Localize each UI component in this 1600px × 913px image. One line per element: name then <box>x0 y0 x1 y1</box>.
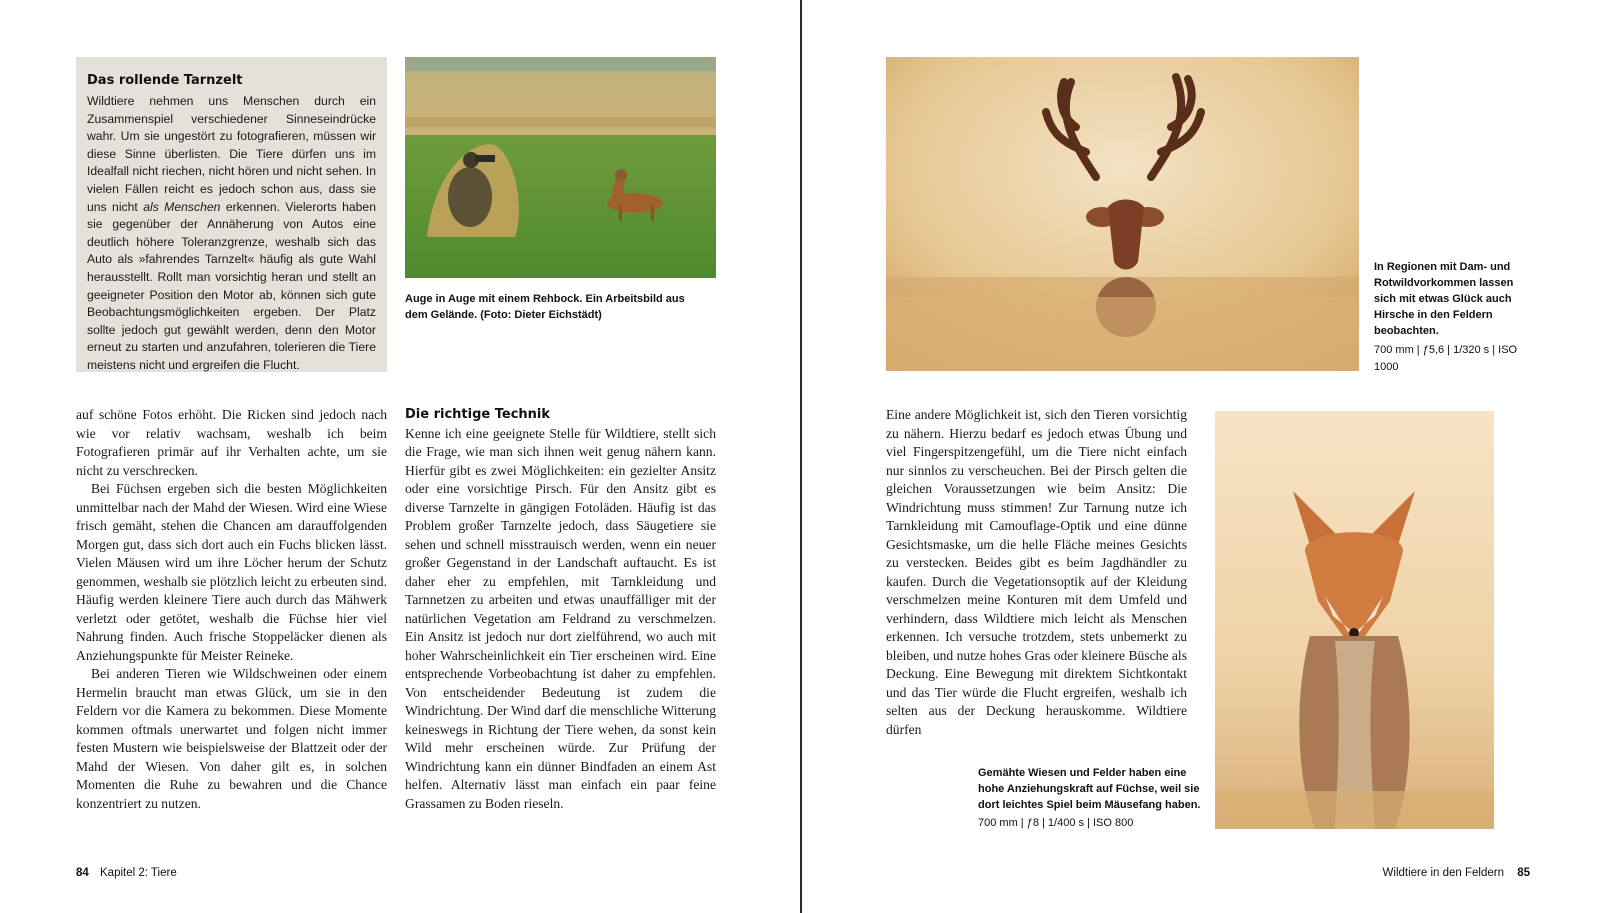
right-footer <box>1300 867 1530 879</box>
chapter-title: Kapitel 2: Tiere <box>100 867 177 879</box>
deer-photo-caption: In Regionen mit Dam- und Rotwildvorkommen lassen sich mit etwas Glück auch Hirsche in den Feldern beobachten. <box>1374 261 1514 337</box>
col2-paragraph-1: Kenne ich eine geeignete Stelle für Wildtiere, stellt sich die Frage, wie man sich ihnen weit genug nähern kann. Hierfür gibt es zwei Möglichkeiten: ein gezielter Ansitz oder eine vorsichtige Pirsch. Für den Ansitz gibt es diverse Tarnzelte in gängigen Fotoläden. Häufig ist das Problem großer Tarnzelte jedoch, dass Säugetiere sie sehen und schnell misstrauisch werden, wenn ein neuer großer Gegenstand in der Landschaft auftaucht. Es ist daher eher zu empfehlen, mit Tarnkleidung und Tarnnetzen zu arbeiten und etwas unauffälliger mit der natürlichen Vegetation am Feldrand zu verschmelzen. Ein Ansitz ist jedoch nur dort zielführend, wo auch mit hoher Wahrscheinlichkeit ein Tier erscheinen wird. Eine entsprechende Vorbeobachtung ist daher zu empfehlen. Von entscheidender Bedeutung ist zudem die Windrichtung. Der Wind darf die menschliche Witterung keineswegs in Richtung der Tiere wehen, da sonst kein Wild mehr erscheinen würde. Zur Prüfung der Windrichtung kann ein dünner Bindfaden an einem Ast helfen. Alternativ lässt man einfach ein paar feine Grassamen zu Boden rieseln. <box>405 425 716 811</box>
left-page-number: 84 <box>76 867 89 879</box>
book-spine <box>800 0 802 913</box>
roebuck-photo-caption: Auge in Auge mit einem Rehbock. Ein Arbeitsbild aus dem Gelände. (Foto: Dieter Eichstädt) <box>405 293 685 321</box>
sidebar-text-a: Wildtiere nehmen uns Menschen durch ein Zusammenspiel verschiedener Sinneseindrücke wahr. Um sie ungestört zu fotografieren, müssen wir diese Sinne überlisten. Die Tiere dürfen uns im Idealfall nicht riechen, nicht hören und nicht sehen. In vielen Fällen reicht es jedoch schon aus, dass sie uns nicht <box>87 94 376 214</box>
left-column-1 <box>76 406 387 813</box>
sidebar-text <box>87 93 376 375</box>
deer-photo-exif: 700 mm | ƒ5,6 | 1/320 s | ISO 1000 <box>1374 344 1518 373</box>
col1-paragraph-2: Bei Füchsen ergeben sich die besten Möglichkeiten unmittelbar nach der Mahd der Wiesen. Wird eine Wiese frisch gemäht, stehen die Chancen am darauffolgenden Morgen gut, dass sich dort auch ein Fuchs blicken lässt. Vielen Mäusen wird um ihre Löcher herum der Schutz genommen, weshalb sie plötzlich leicht zu erbeuten sind. Häufig werden kleinere Tiere auch durch das Mähwerk verletzt oder getötet, weshalb die Füchse hier viel Nahrung finden. Auch frische Stoppeläcker dienen als Anziehungspunkte für Meister Reineke. <box>76 481 387 663</box>
sidebar-text-b: erkennen. Vielerorts haben sie gegenüber der Annäherung von Autos eine deutlich höhere Toleranzgrenze, weshalb sich das Auto als »fahrendes Tarnzelt« häufig als gute Wahl herausstellt. Rollt man vorsichtig heran und stellt an geeigneter Position den Motor ab, können sich gute Beobachtungsmöglichkeiten ergeben. Der Platz sollte jedoch gut gewählt werden, denn den Motor erneut zu starten und anzufahren, tolerieren die Tiere meistens nicht und ergreifen die Flucht. <box>87 199 376 372</box>
left-column-2 <box>405 406 716 813</box>
col1-paragraph-1: auf schöne Fotos erhöht. Die Ricken sind jedoch nach wie vor relativ wachsam, weshalb ich beim Fotografieren primär auf ihr Verhalten achte, um sie nicht zu verschrecken. <box>76 407 387 478</box>
sidebar-title: Das rollende Tarnzelt <box>87 73 243 88</box>
section-heading: Die richtige Technik <box>405 407 551 422</box>
sidebar-box <box>76 57 387 372</box>
photographer-roebuck-photo <box>405 57 716 278</box>
sidebar-text-emphasis: als Menschen <box>143 199 221 214</box>
right-paragraph-1: Eine andere Möglichkeit ist, sich den Tieren vorsichtig zu nähern. Hierzu bedarf es jedoch etwas Übung und viel Fingerspitzengefühl, um die Tiere nicht einfach nur sinnlos zu verscheuchen. Bei der Pirsch gelten die gleichen Voraussetzungen wie beim Ansitz: Die Windrichtung muss stimmen! Zur Tarnung nutze ich Tarnkleidung mit Camouflage-Optik und eine dünne Gesichtsmaske, um die helle Fläche meines Gesichts zu verstecken. Beides gibt es beim Jagdhändler zu kaufen. Durch die Vegetationsoptik auf der Kleidung verschmelzen meine Konturen mit dem Umfeld und verhindern, dass Wildtiere mich leicht als Menschen erkennen. Ich versuche trotzdem, stets unbemerkt zu bleiben, und nutze hohes Gras oder kleinere Büsche als Deckung. Eine Bewegung mit direktem Sichtkontakt und das Tier würde die Flucht ergreifen, weshalb ich selten aus der Deckung herauskomme. Wildtiere dürfen <box>886 407 1187 737</box>
left-footer <box>76 867 177 879</box>
fox-photo-caption: Gemähte Wiesen und Felder haben eine hohe Anziehungskraft auf Füchse, weil sie dort leichtes Spiel beim Mäusefang haben. <box>978 767 1201 811</box>
right-page-number: 85 <box>1517 867 1530 879</box>
red-fox-photo <box>1215 411 1494 829</box>
fox-photo-exif: 700 mm | ƒ8 | 1/400 s | ISO 800 <box>978 817 1134 829</box>
section-title: Wildtiere in den Feldern <box>1382 867 1504 879</box>
right-column <box>886 406 1187 739</box>
col1-paragraph-3: Bei anderen Tieren wie Wildschweinen oder einem Hermelin braucht man etwas Glück, um sie in den Feldern vor die Kamera zu bekommen. Diese Momente kommen oftmals unerwartet und folgen nicht immer festen Mustern wie beispielsweise der Blattzeit oder der Mahd der Wiesen. Von daher gilt es, in solchen Momenten die Ruhe zu bewahren und die Chance konzentriert zu nutzen. <box>76 666 387 811</box>
fallow-deer-photo <box>886 57 1359 371</box>
